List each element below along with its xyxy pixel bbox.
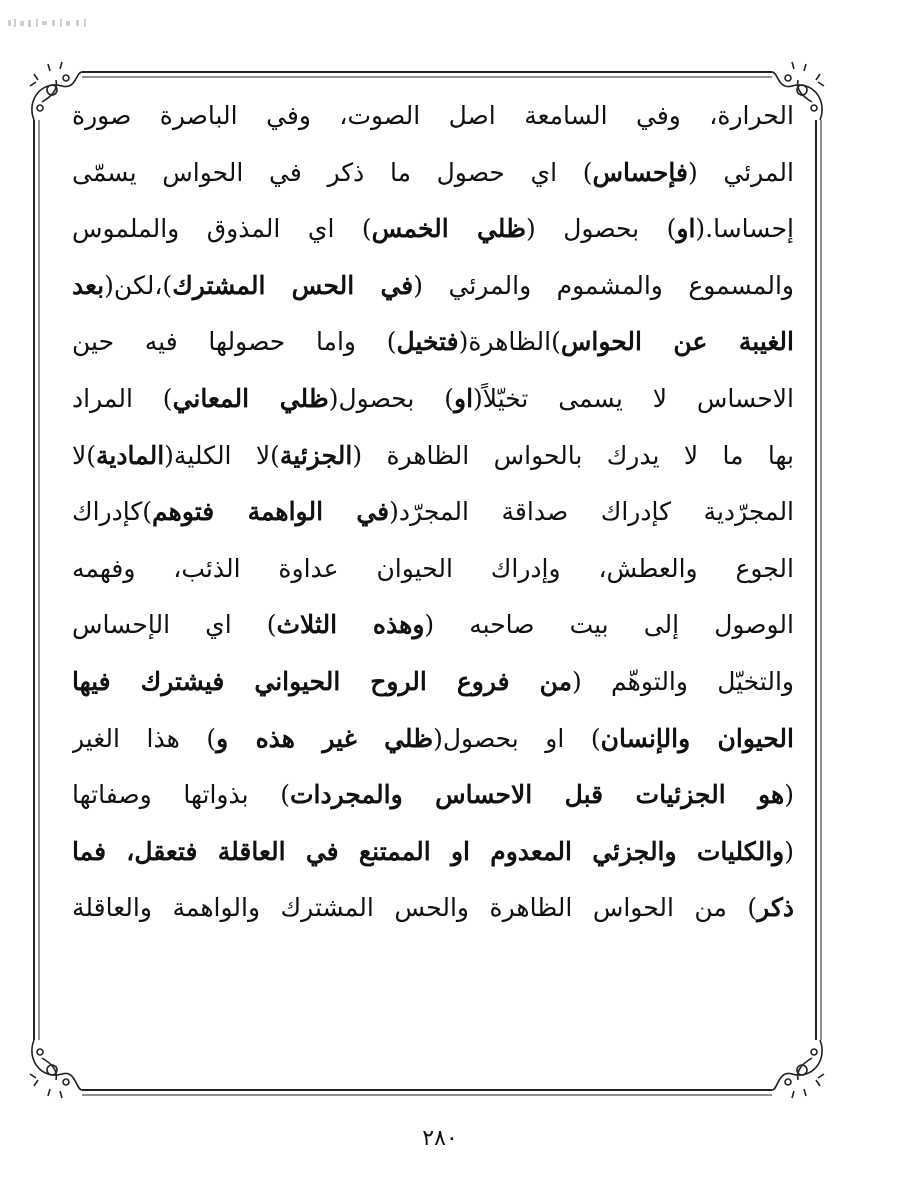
text-line-6: الاحساس لا يسمى تخيّلاً(او) بحصول(ظلي المعاني) المراد bbox=[72, 383, 794, 413]
text-line-5: الغيبة عن الحواس)الظاهرة(فتخيل) واما حصولها فيه حين bbox=[72, 327, 794, 357]
text-line-11: والتخيّل والتوهّم (من فروع الروح الحيواني فيشترك فيها bbox=[72, 666, 794, 696]
page-body-text bbox=[72, 88, 794, 937]
text-line-15: ذكر) من الحواس الظاهرة والحس المشترك والواهمة والعاقلة bbox=[72, 893, 794, 923]
corner-ornament-bottom-right bbox=[772, 1040, 824, 1098]
text-line-12: الحيوان والإنسان) او بحصول(ظلي غير هذه و) هذا الغير bbox=[72, 723, 794, 753]
text-line-8: المجرّدية كإدراك صداقة المجرّد(في الواهمة فتوهم)كإدراك bbox=[72, 497, 794, 527]
text-line-3: إحساسا.(او) بحصول (ظلي الخمس) اي المذوق والملموس bbox=[72, 214, 794, 244]
text-line-14: (والكليات والجزئي المعدوم او الممتنع في العاقلة فتعقل، فما bbox=[72, 836, 794, 866]
corner-ornament-bottom-left bbox=[30, 1040, 82, 1098]
text-line-13: (هو الجزئيات قبل الاحساس والمجردات) بذواتها وصفاتها bbox=[72, 780, 794, 810]
text-line-9: الجوع والعطش، وإدراك الحيوان عداوة الذئب، وفهمه bbox=[72, 553, 794, 583]
text-line-4: والمسموع والمشموم والمرئي (في الحس المشترك)،لكن(بعد bbox=[72, 270, 794, 300]
page-number: ٢٨٠ bbox=[422, 1126, 458, 1151]
text-line-10: الوصول إلى بيت صاحبه (وهذه الثلاث) اي الإحساس bbox=[72, 610, 794, 640]
scan-artifact bbox=[6, 14, 96, 36]
text-line-2: المرئي (فإحساس) اي حصول ما ذكر في الحواس يسمّى bbox=[72, 157, 794, 187]
text-line-7: بها ما لا يدرك بالحواس الظاهرة (الجزئية)لا الكلية(المادية)لا bbox=[72, 440, 794, 470]
text-line-1: الحرارة، وفي السامعة اصل الصوت، وفي الباصرة صورة bbox=[72, 101, 794, 130]
